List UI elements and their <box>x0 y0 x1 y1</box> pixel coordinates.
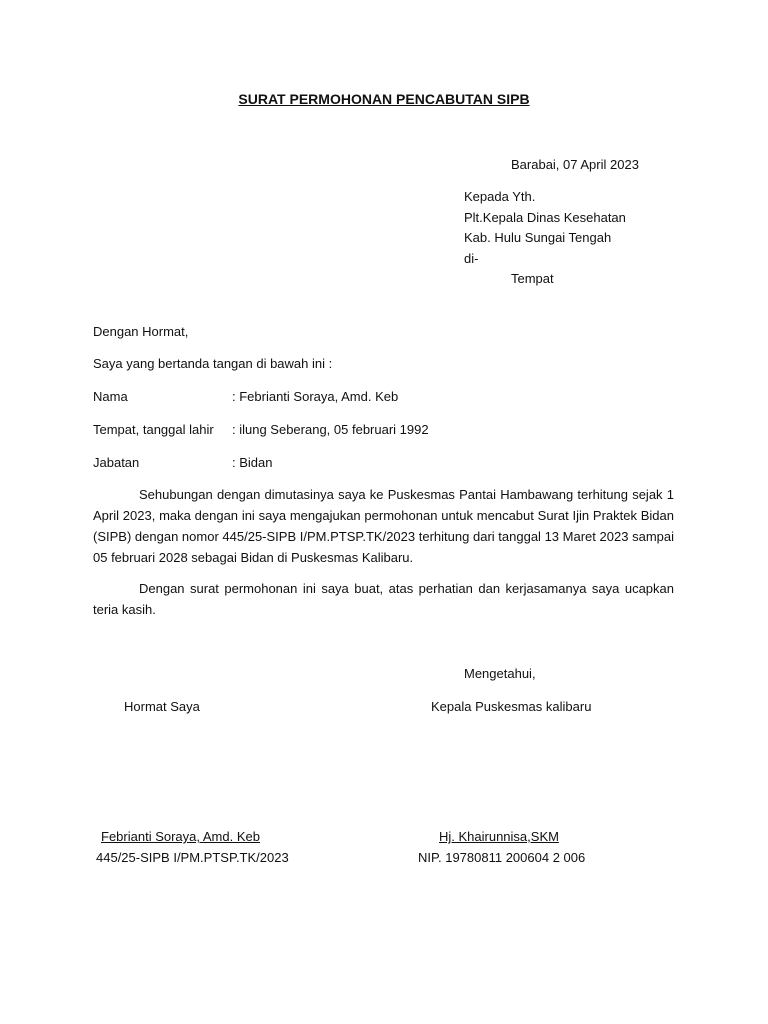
signer-right-name-text: Hj. Khairunnisa,SKM <box>439 829 559 844</box>
recipient-line: di- <box>464 251 479 266</box>
field-value-ttl: : ilung Seberang, 05 februari 1992 <box>232 422 429 437</box>
recipient-line: Kab. Hulu Sungai Tengah <box>464 230 612 245</box>
recipient-line: Kepada Yth. <box>464 189 536 204</box>
intro-line: Saya yang bertanda tangan di bawah ini : <box>93 356 333 371</box>
signer-left-name <box>93 828 260 845</box>
body-paragraph-1 <box>93 484 674 568</box>
field-label-jabatan: Jabatan <box>93 455 140 470</box>
letter-title: SURAT PERMOHONAN PENCABUTAN SIPB <box>238 91 530 107</box>
body-paragraph-2 <box>93 578 674 620</box>
field-label-nama: Nama <box>93 389 128 404</box>
signer-left-id: 445/25-SIPB I/PM.PTSP.TK/2023 <box>96 850 289 865</box>
recipient-line: Plt.Kepala Dinas Kesehatan <box>464 210 626 225</box>
body-paragraph-2-text: Dengan surat permohonan ini saya buat, atas perhatian dan kerjasamanya saya ucapkan teria kasih. <box>93 581 674 617</box>
field-value-jabatan: : Bidan <box>232 455 273 470</box>
signer-right-id: NIP. 19780811 200604 2 006 <box>418 850 586 865</box>
field-value-nama: : Febrianti Soraya, Amd. Keb <box>232 389 399 404</box>
recipient-line: Tempat <box>511 271 554 286</box>
signer-left-name-text: Febrianti Soraya, Amd. Keb <box>101 829 260 844</box>
field-label-ttl: Tempat, tanggal lahir <box>93 422 214 437</box>
signer-right-name <box>429 828 559 845</box>
greeting: Dengan Hormat, <box>93 324 189 339</box>
closing-left: Hormat Saya <box>124 699 200 714</box>
body-paragraph-1-text: Sehubungan dengan dimutasinya saya ke Puskesmas Pantai Hambawang terhitung sejak 1 April 2023, maka dengan ini saya mengajukan permohonan untuk mencabut Surat Ijin Praktek Bidan (SIPB) dengan nomor 445/25-SIPB I/PM.PTSP.TK/2023 terhitung dari tanggal 13 Maret 2023 sampai 05 februari 2028 sebagai Bidan di Puskesmas Kalibaru. <box>93 487 674 565</box>
acknowledged-label: Mengetahui, <box>464 666 536 681</box>
place-date: Barabai, 07 April 2023 <box>511 157 639 172</box>
closing-right: Kepala Puskesmas kalibaru <box>431 699 592 714</box>
